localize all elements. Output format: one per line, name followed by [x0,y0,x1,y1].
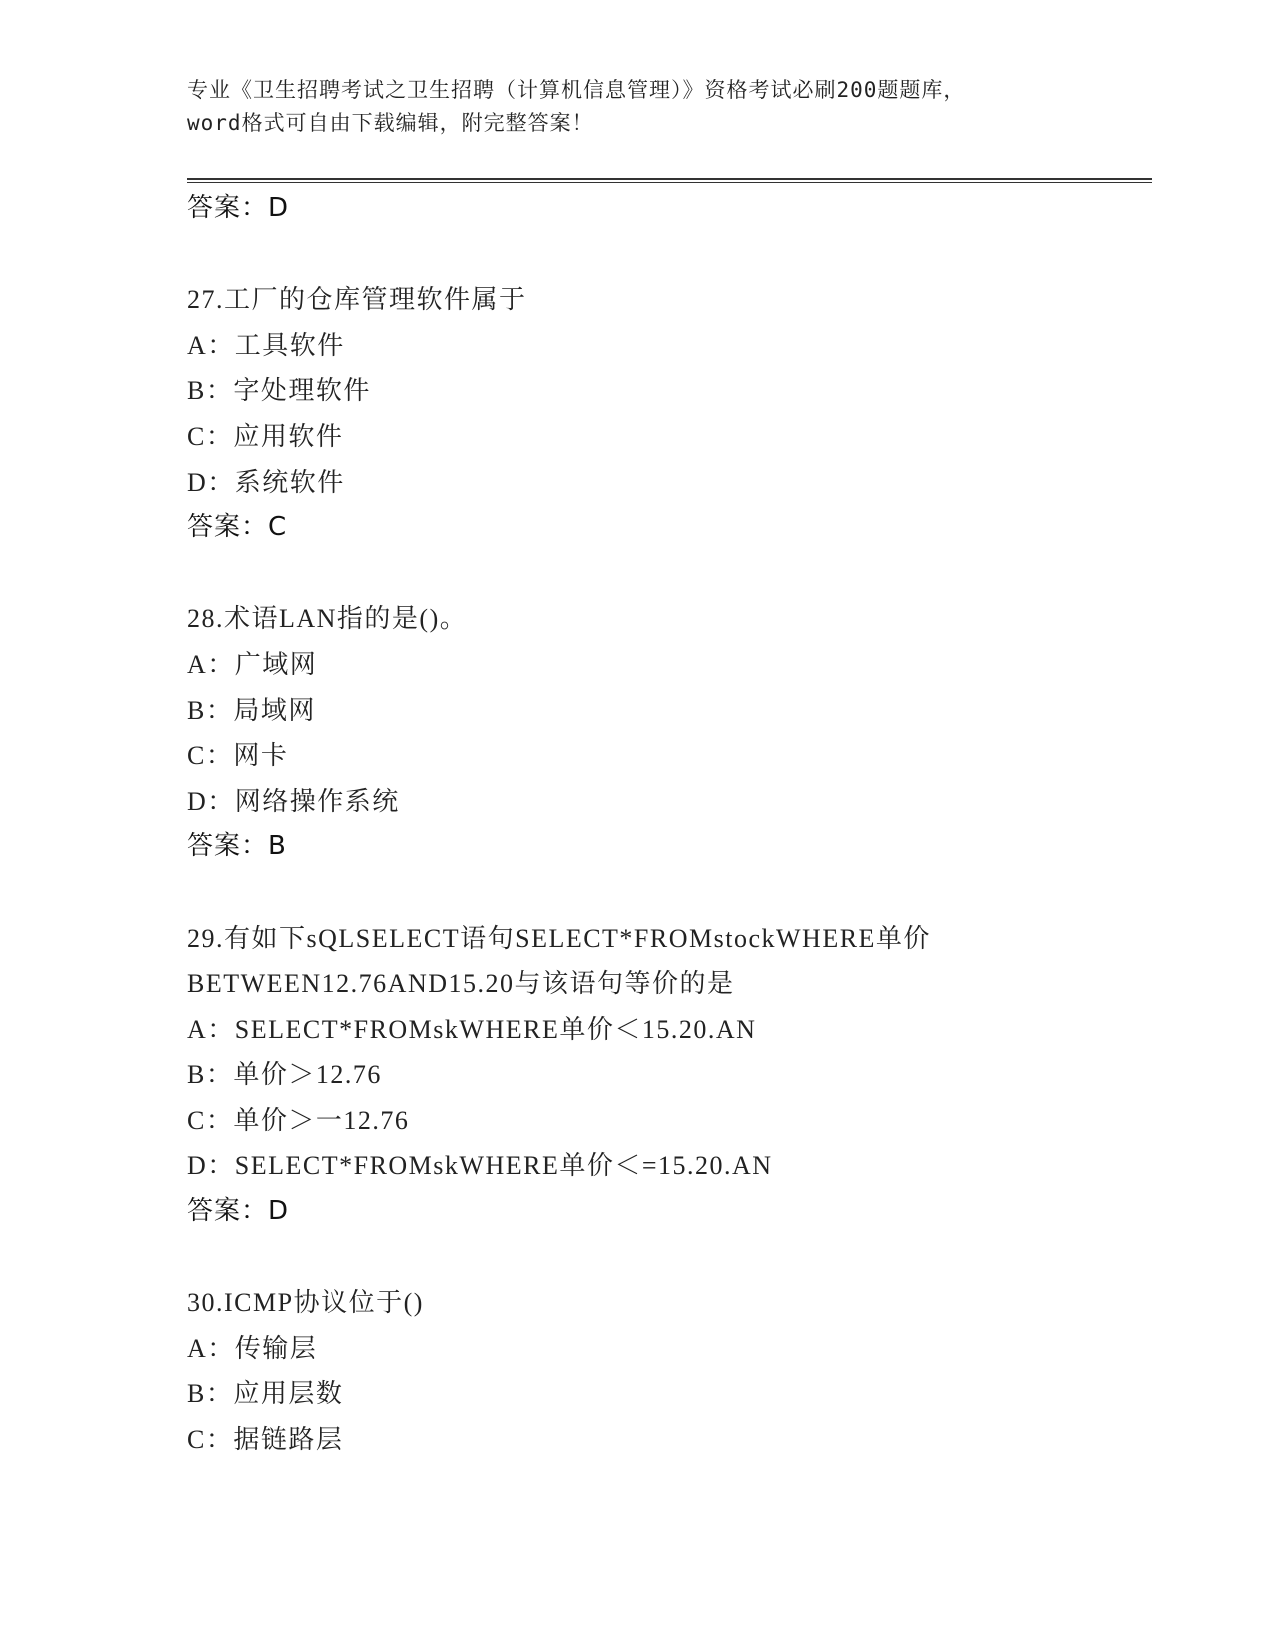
previous-answer: 答案：D [187,193,290,223]
question-block [187,596,1147,870]
option-d: D：系统软件 [187,467,345,497]
answer-text: 答案：B [187,831,287,862]
answer-text: 答案：C [187,512,288,543]
option-b: B：单价＞12.76 [187,1060,382,1090]
header-line-2: word格式可自由下载编辑，附完整答案！ [187,111,594,135]
question-block [187,277,1147,551]
question-text: 30.ICMP协议位于() [187,1288,424,1318]
answer-text: 答案：D [187,1196,290,1227]
option-b: B：局域网 [187,695,316,725]
option-c: C：据链路层 [187,1425,344,1455]
question-block [187,1280,1147,1462]
option-a: A：工具软件 [187,330,345,360]
question-text-continued: BETWEEN12.76AND15.20与该语句等价的是 [187,969,735,999]
option-a: A：传输层 [187,1333,318,1363]
option-b: B：应用层数 [187,1379,344,1409]
question-text: 27.工厂的仓库管理软件属于 [187,285,527,315]
question-block [187,916,1147,1235]
question-text: 28.术语LAN指的是()。 [187,604,468,634]
question-list [187,186,1147,1463]
option-b: B：字处理软件 [187,376,371,406]
option-a: A：广域网 [187,649,318,679]
option-a: A：SELECT*FROMskWHERE单价＜15.20.AN [187,1014,757,1044]
header-divider [187,178,1152,184]
option-c: C：网卡 [187,741,289,771]
question-text: 29.有如下sQLSELECT语句SELECT*FROMstockWHERE单价 [187,923,931,953]
option-d: D：网络操作系统 [187,786,400,816]
option-c: C：单价＞一12.76 [187,1105,410,1135]
option-c: C：应用软件 [187,421,344,451]
option-d: D：SELECT*FROMskWHERE单价＜=15.20.AN [187,1151,773,1181]
document-header [187,74,1087,140]
header-line-1: 专业《卫生招聘考试之卫生招聘（计算机信息管理）》资格考试必刷200题题库， [187,78,966,102]
